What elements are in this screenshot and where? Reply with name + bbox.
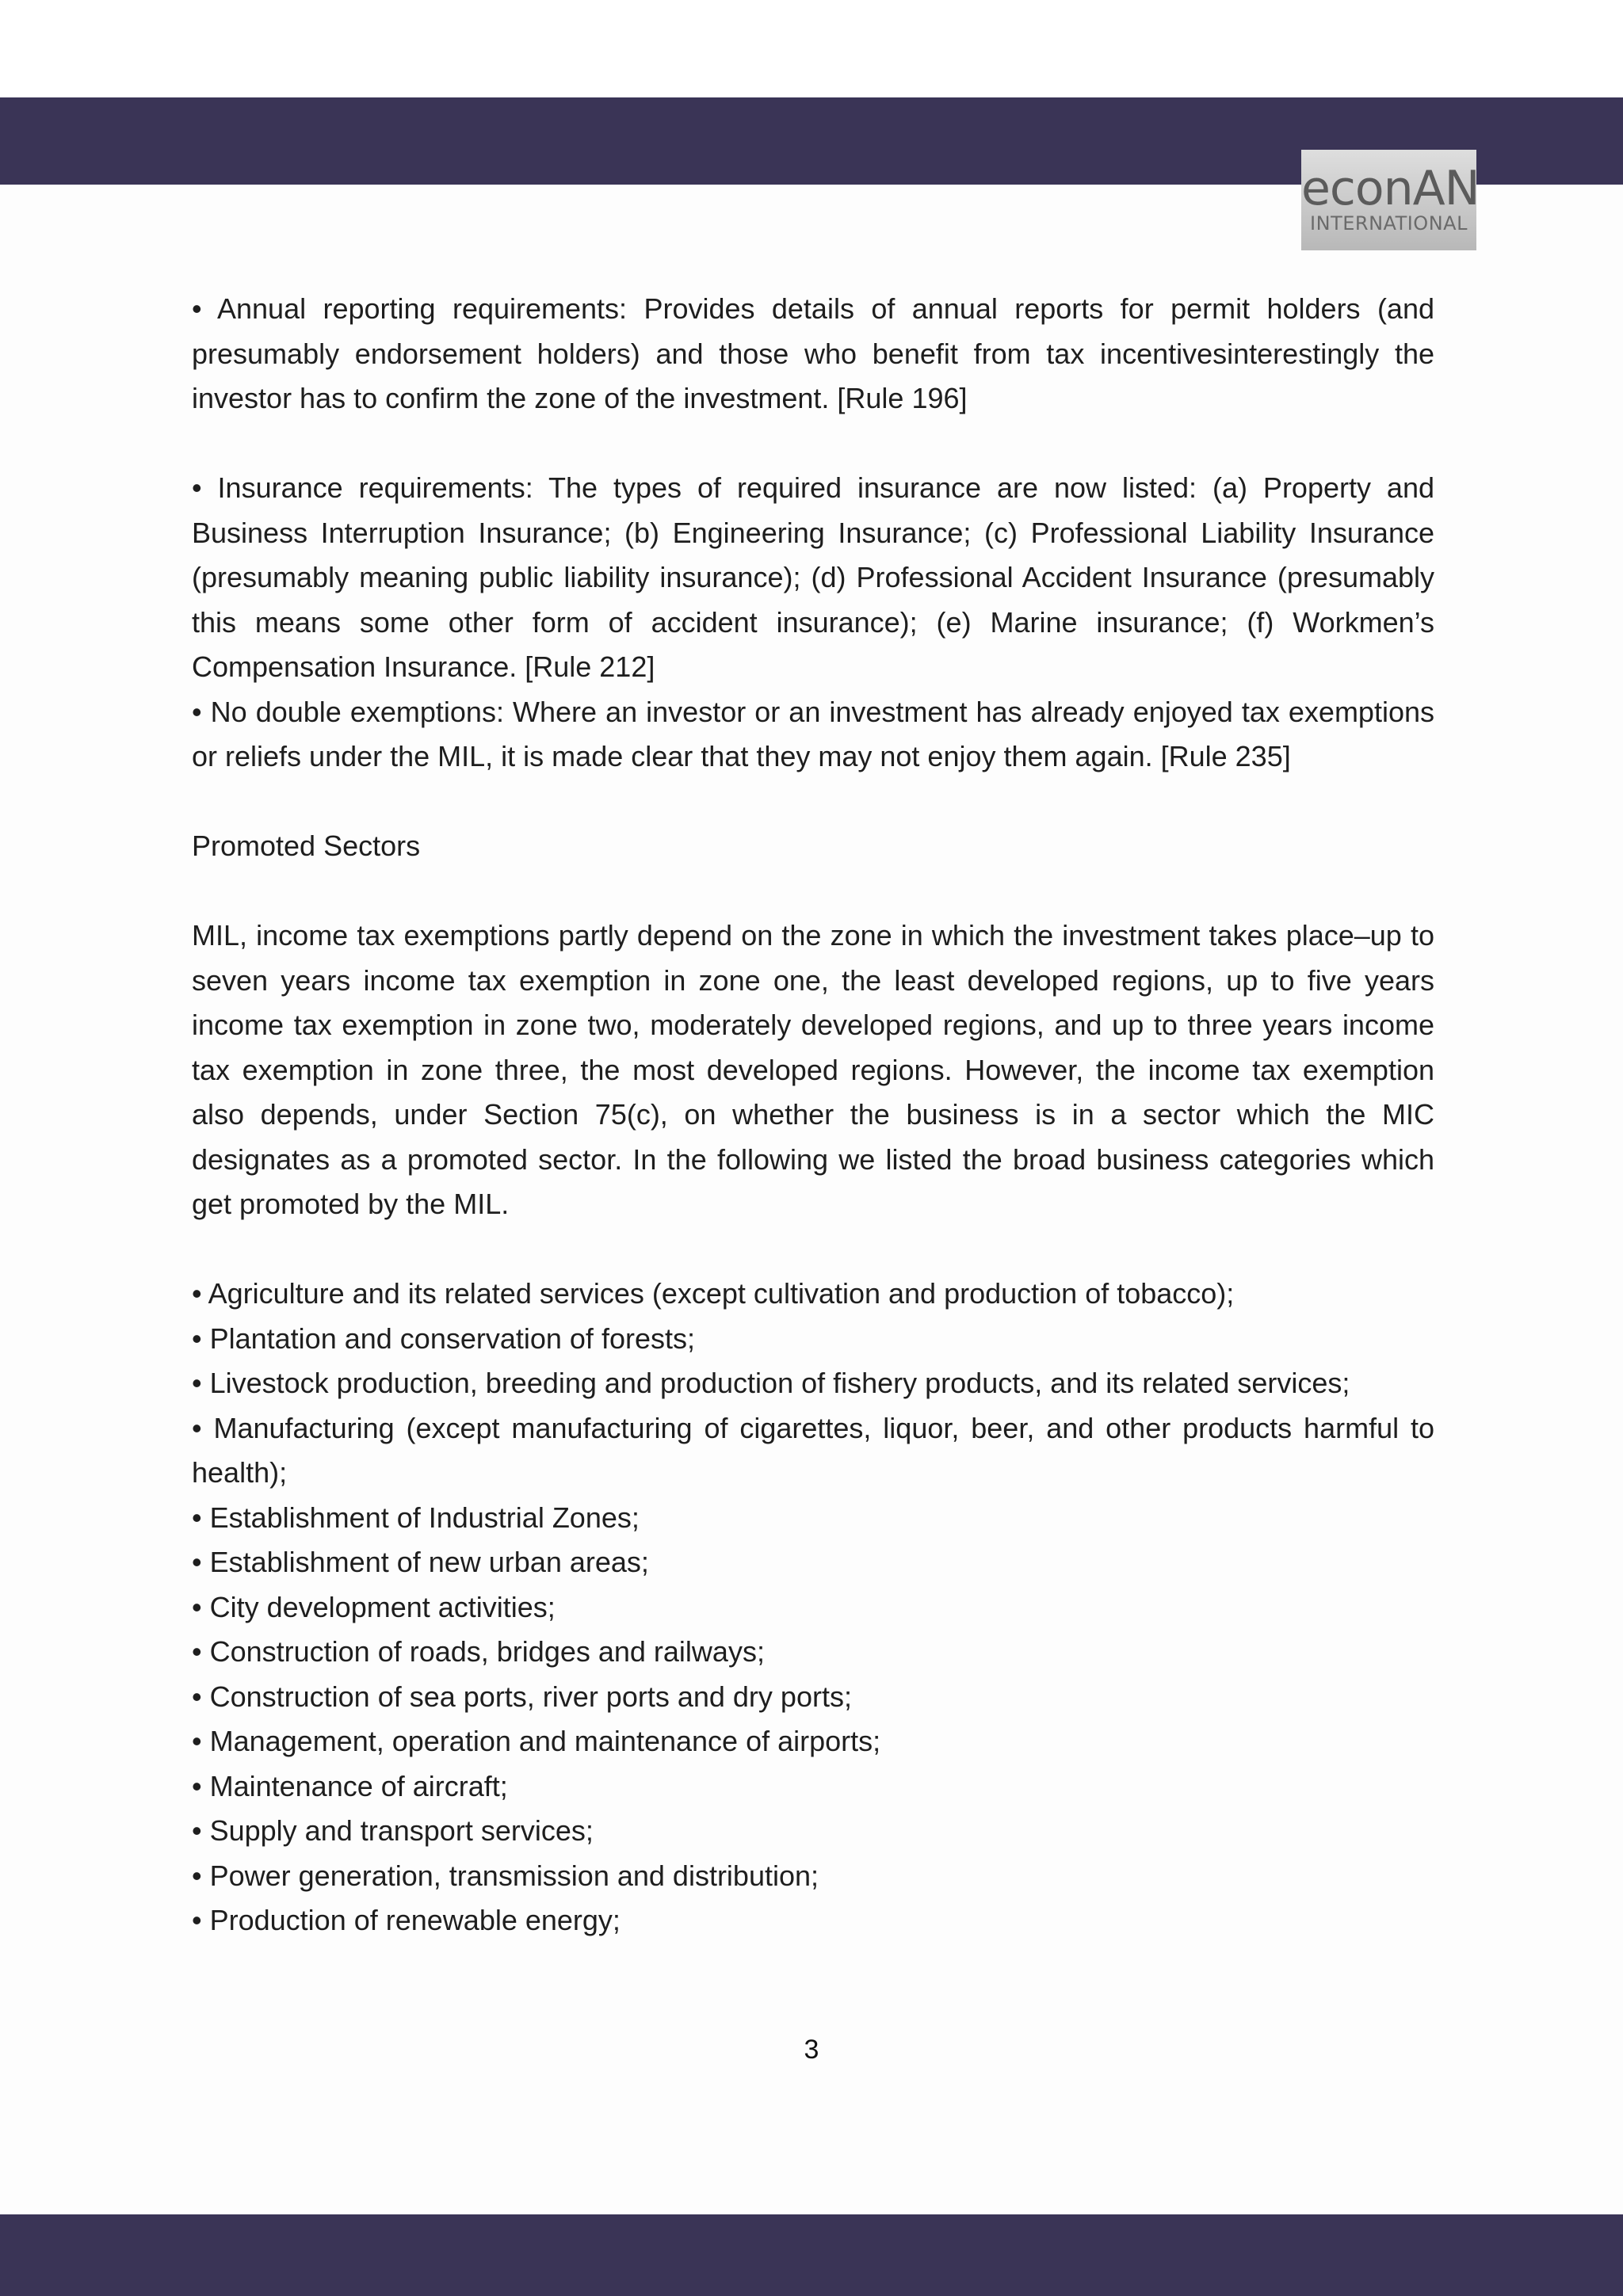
paragraph-no-double-exemptions: • No double exemptions: Where an investor or an investment has already enjoyed tax exemptions or reliefs under the MIL, it is made clear that they may not enjoy them again. [Rule 235] (192, 695, 1434, 772)
logo-main-text: econAN (1301, 161, 1480, 216)
page-number: 3 (804, 2035, 819, 2065)
paragraph-insurance: • Insurance requirements: The types of required insurance are now listed: (a) Property and Business Interruption Insurance; (b) Engineering Insurance; (c) Professional Liability Insurance (presumably meaning public liability insurance); (d) Professional Accident Insurance (presumably this means some other form of accident insurance); (e) Marine insurance; (f) Workmen’s Compensation Insurance. [Rule 212] (192, 471, 1434, 683)
spacer (192, 869, 1434, 914)
list-item: • Construction of sea ports, river ports and dry ports; (192, 1680, 852, 1713)
list-item: • Establishment of Industrial Zones; (192, 1501, 640, 1534)
list-item: • Management, operation and maintenance of airports; (192, 1725, 881, 1757)
paragraph-annual-reporting: • Annual reporting requirements: Provides details of annual reports for permit holders (and presumably endorsement holders) and those who benefit from tax incentivesinterestingly the investor has to confirm the zone of the investment. [Rule 196] (192, 292, 1434, 414)
document-body (192, 287, 1434, 1943)
list-item: • Establishment of new urban areas; (192, 1546, 649, 1578)
spacer (192, 780, 1434, 825)
logo-sub-text: INTERNATIONAL (1310, 212, 1468, 235)
sector-list (192, 1272, 1434, 1943)
list-item: • City development activities; (192, 1590, 556, 1623)
paragraph-intro: MIL, income tax exemptions partly depend on the zone in which the investment takes place–up to seven years income tax exemption in zone one, the least developed regions, up to five years income tax exemption in zone two, moderately developed regions, and up to three years income tax exemption in zone three, the most developed regions. However, the income tax exemption also depends, under Section 75(c), on whether the business is in a sector which the MIC designates as a promoted sector. In the following we listed the broad business categories which get promoted by the MIL. (192, 919, 1434, 1220)
section-heading: Promoted Sectors (192, 830, 421, 862)
list-item: • Plantation and conservation of forests; (192, 1322, 695, 1355)
spacer (192, 1227, 1434, 1272)
spacer (192, 421, 1434, 467)
list-item: • Construction of roads, bridges and railways; (192, 1635, 765, 1668)
list-item: • Supply and transport services; (192, 1814, 594, 1847)
page-top-margin (0, 0, 1623, 97)
list-item: • Manufacturing (except manufacturing of cigarettes, liquor, beer, and other products harmful to health); (192, 1411, 1434, 1489)
list-item: • Maintenance of aircraft; (192, 1769, 508, 1802)
list-item: • Livestock production, breeding and production of fishery products, and its related services; (192, 1367, 1350, 1399)
list-item: • Power generation, transmission and distribution; (192, 1859, 819, 1892)
list-item: • Production of renewable energy; (192, 1904, 621, 1936)
list-item: • Agriculture and its related services (except cultivation and production of tobacco); (192, 1277, 1235, 1310)
company-logo (1301, 150, 1480, 250)
footer-band (0, 2214, 1623, 2296)
